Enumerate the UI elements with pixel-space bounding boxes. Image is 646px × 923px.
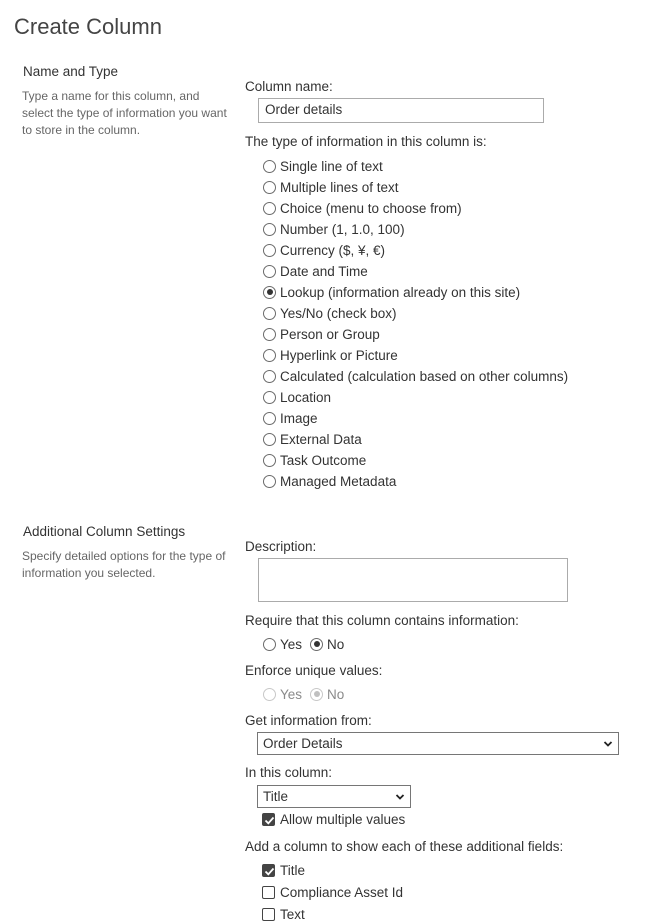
additional-fields-label: Add a column to show each of these additional fields: xyxy=(245,839,564,854)
type-option[interactable] xyxy=(263,241,385,259)
type-option-label: Date and Time xyxy=(280,263,368,279)
type-radio[interactable] xyxy=(263,349,276,362)
type-option[interactable] xyxy=(263,472,396,490)
type-option[interactable] xyxy=(263,451,366,469)
checkmark-icon xyxy=(264,866,275,877)
require-yes-radio[interactable] xyxy=(263,638,276,651)
type-option-label: Multiple lines of text xyxy=(280,179,399,195)
type-option-label: Location xyxy=(280,389,332,405)
type-radio[interactable] xyxy=(263,160,276,173)
allow-multiple-option[interactable] xyxy=(262,810,405,828)
type-option[interactable] xyxy=(263,304,397,322)
additional-field-checkbox[interactable] xyxy=(262,886,275,899)
allow-multiple-checkbox[interactable] xyxy=(262,813,275,826)
type-option[interactable] xyxy=(263,367,568,385)
get-from-select[interactable] xyxy=(257,732,619,755)
type-radio[interactable] xyxy=(263,412,276,425)
type-option-label: Managed Metadata xyxy=(280,473,397,489)
type-radio[interactable] xyxy=(263,244,276,257)
additional-settings-heading: Additional Column Settings xyxy=(23,524,186,539)
type-option[interactable] xyxy=(263,178,399,196)
type-option-label: Yes/No (check box) xyxy=(280,305,397,321)
additional-field-option[interactable] xyxy=(262,905,305,923)
type-radio[interactable] xyxy=(263,433,276,446)
require-no-radio[interactable] xyxy=(310,638,323,651)
require-yes-option[interactable] xyxy=(263,635,302,653)
in-column-label: In this column: xyxy=(245,765,333,780)
column-name-input[interactable]: Order details xyxy=(258,98,544,123)
unique-yes-label: Yes xyxy=(280,686,303,702)
type-radio[interactable] xyxy=(263,181,276,194)
name-and-type-description: Type a name for this column, and select the type of information you want to store in the column. xyxy=(22,89,227,137)
column-name-label: Column name: xyxy=(245,79,333,94)
type-option[interactable] xyxy=(263,346,398,364)
additional-settings-description: Specify detailed options for the type of information you selected. xyxy=(22,549,226,580)
type-radio[interactable] xyxy=(263,265,276,278)
type-option[interactable] xyxy=(263,388,331,406)
description-label: Description: xyxy=(245,539,317,554)
type-radio[interactable] xyxy=(263,202,276,215)
type-option[interactable] xyxy=(263,430,362,448)
type-label: The type of information in this column is: xyxy=(245,134,487,149)
additional-field-label: Title xyxy=(280,862,306,878)
additional-field-checkbox[interactable] xyxy=(262,864,275,877)
type-option[interactable] xyxy=(263,199,462,217)
type-radio[interactable] xyxy=(263,328,276,341)
get-from-value: Order Details xyxy=(263,736,343,751)
type-option-label: Person or Group xyxy=(280,326,380,342)
require-no-label: No xyxy=(327,636,345,652)
require-label: Require that this column contains information: xyxy=(245,613,519,628)
unique-yes-radio xyxy=(263,688,276,701)
type-radio[interactable] xyxy=(263,454,276,467)
allow-multiple-label: Allow multiple values xyxy=(280,811,406,827)
type-option[interactable] xyxy=(263,157,383,175)
type-radio[interactable] xyxy=(263,391,276,404)
name-and-type-heading: Name and Type xyxy=(23,64,119,79)
type-option-label: Task Outcome xyxy=(280,452,367,468)
chevron-down-icon xyxy=(395,792,405,802)
type-option-label: Choice (menu to choose from) xyxy=(280,200,462,216)
type-option-label: External Data xyxy=(280,431,362,447)
require-no-option[interactable] xyxy=(310,635,344,653)
unique-no-option xyxy=(310,685,344,703)
type-option[interactable] xyxy=(263,409,318,427)
type-option[interactable] xyxy=(263,325,380,343)
unique-label: Enforce unique values: xyxy=(245,663,383,678)
type-option-label: Calculated (calculation based on other columns) xyxy=(280,368,569,384)
in-column-value: Title xyxy=(263,789,289,804)
additional-field-label: Text xyxy=(280,906,305,922)
additional-field-option[interactable] xyxy=(262,861,305,879)
checkmark-icon xyxy=(264,815,275,826)
type-radio[interactable] xyxy=(263,223,276,236)
type-option-label: Currency ($, ¥, €) xyxy=(280,242,386,258)
get-from-label: Get information from: xyxy=(245,713,372,728)
type-option-label: Lookup (information already on this site) xyxy=(280,284,521,300)
type-radio[interactable] xyxy=(263,475,276,488)
unique-yes-option xyxy=(263,685,302,703)
type-radio[interactable] xyxy=(263,307,276,320)
type-option[interactable] xyxy=(263,283,520,301)
additional-field-checkbox[interactable] xyxy=(262,908,275,921)
type-option-label: Number (1, 1.0, 100) xyxy=(280,221,405,237)
type-option-label: Hyperlink or Picture xyxy=(280,347,398,363)
type-option[interactable] xyxy=(263,220,405,238)
additional-field-option[interactable] xyxy=(262,883,403,901)
unique-no-label: No xyxy=(327,686,345,702)
type-option-label: Image xyxy=(280,410,318,426)
additional-field-label: Compliance Asset Id xyxy=(280,884,404,900)
unique-no-radio xyxy=(310,688,323,701)
require-yes-label: Yes xyxy=(280,636,303,652)
type-option-label: Single line of text xyxy=(280,158,383,174)
type-option[interactable] xyxy=(263,262,368,280)
type-radio[interactable] xyxy=(263,286,276,299)
description-textarea[interactable] xyxy=(258,558,568,602)
chevron-down-icon xyxy=(603,739,613,749)
in-column-select[interactable] xyxy=(257,785,411,808)
type-radio[interactable] xyxy=(263,370,276,383)
page-title: Create Column xyxy=(14,14,162,39)
